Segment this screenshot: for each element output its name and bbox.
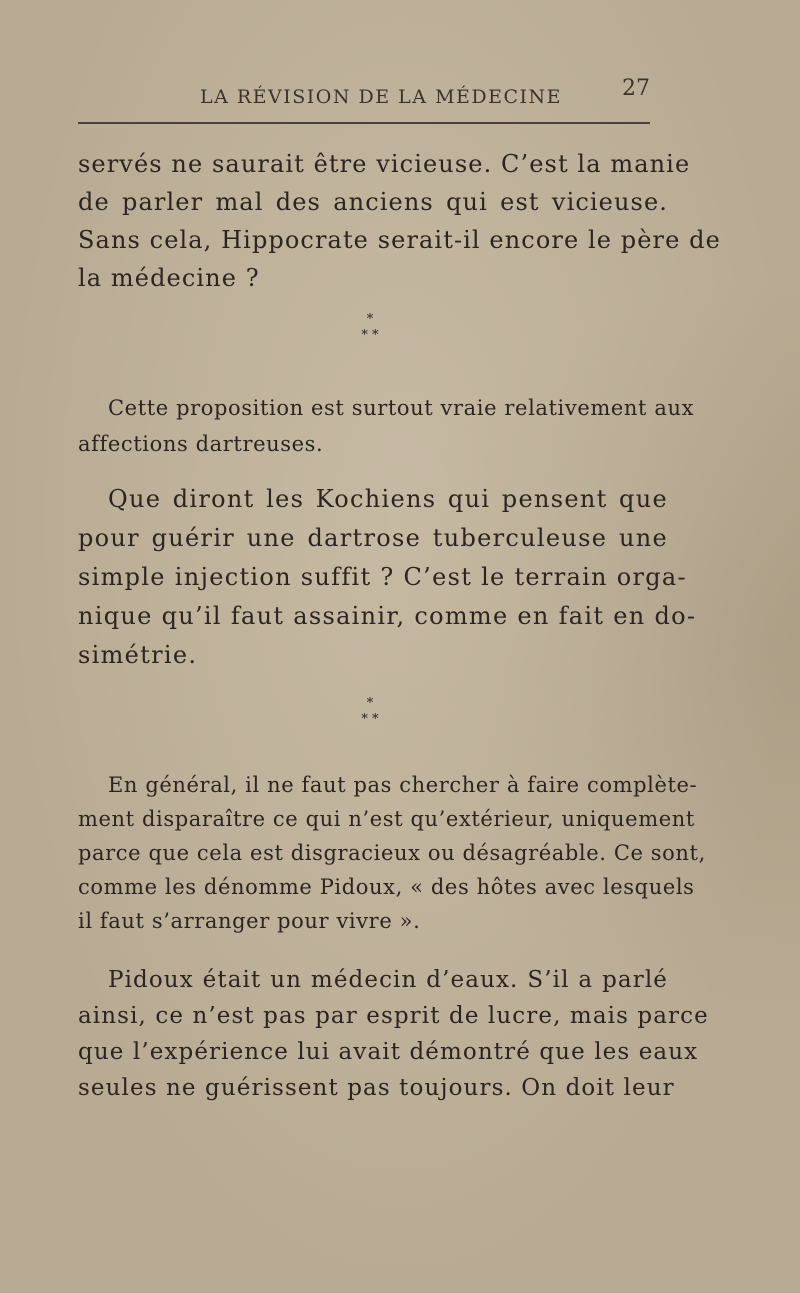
text-line: En général, il ne faut pas chercher à faire complète-: [108, 773, 698, 797]
text-line: de parler mal des anciens qui est vicieuse.: [78, 188, 668, 216]
text-line: la médecine ?: [78, 264, 260, 292]
text-line: que l’expérience lui avait démontré que les eaux: [78, 1039, 699, 1065]
text-line: pour guérir une dartrose tuberculeuse une: [78, 524, 668, 552]
text-line: Cette proposition est surtout vraie relativement aux: [108, 396, 695, 420]
text-line: il faut s’arranger pour vivre ».: [78, 909, 421, 933]
text-line: ainsi, ce n’est pas par esprit de lucre, mais parce: [78, 1003, 709, 1029]
asterism-divider: [335, 312, 405, 344]
text-line: Que diront les Kochiens qui pensent que: [108, 485, 668, 513]
text-line: Sans cela, Hippocrate serait-il encore le père de: [78, 226, 721, 254]
header-rule: [78, 122, 650, 124]
page-number: 27: [622, 76, 650, 101]
paragraph-3: [78, 480, 697, 675]
text-line: simple injection suffit ? C’est le terrain orga-: [78, 563, 687, 591]
text-line: servés ne saurait être vicieuse. C’est la manie: [78, 150, 691, 178]
asterism-divider: [335, 696, 405, 728]
page-header: [78, 72, 652, 132]
text-line: ment disparaître ce qui n’est qu’extérieur, uniquement: [78, 807, 695, 831]
text-line: nique qu’il faut assainir, comme en fait en do-: [78, 602, 697, 630]
asterism-top: *: [366, 696, 374, 711]
text-line: simétrie.: [78, 641, 198, 669]
text-line: Pidoux était un médecin d’eaux. S’il a parlé: [108, 967, 668, 993]
text-line: affections dartreuses.: [78, 432, 324, 456]
text-line: comme les dénomme Pidoux, « des hôtes avec lesquels: [78, 875, 695, 899]
text-line: parce que cela est disgracieux ou désagréable. Ce sont,: [78, 841, 706, 865]
paragraph-4: [78, 768, 706, 938]
asterism-bottom: * *: [361, 328, 379, 343]
running-title: LA RÉVISION DE LA MÉDECINE: [200, 86, 563, 108]
text-line: seules ne guérissent pas toujours. On doit leur: [78, 1075, 675, 1101]
paragraph-1: [78, 145, 721, 297]
paragraph-2: [78, 390, 695, 462]
asterism-top: *: [366, 312, 374, 327]
paragraph-5: [78, 962, 709, 1106]
asterism-bottom: * *: [361, 712, 379, 727]
